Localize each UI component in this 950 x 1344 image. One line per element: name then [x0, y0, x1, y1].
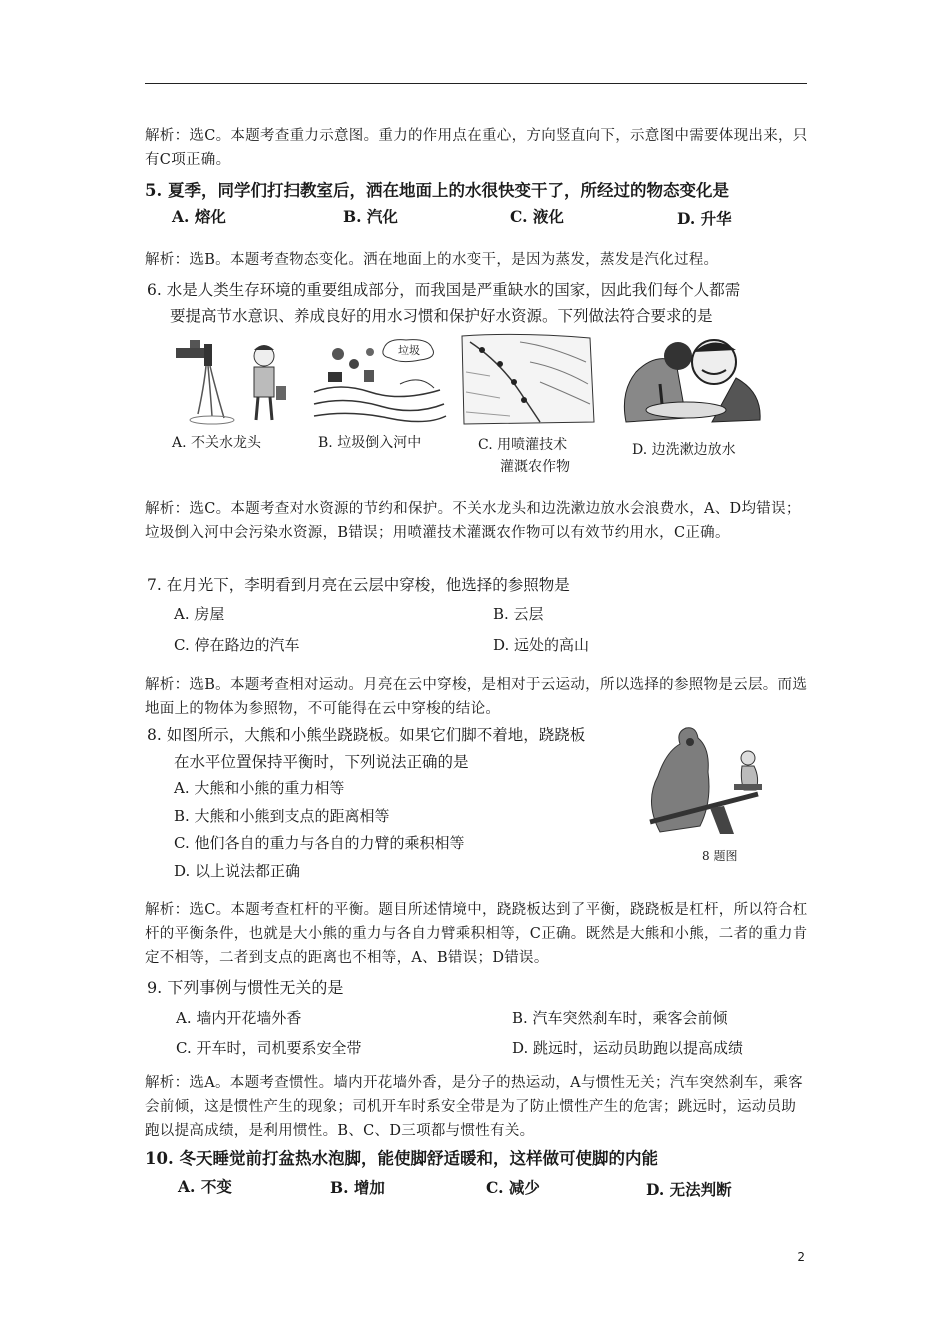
q10-stem: 10. 冬天睡觉前打盆热水泡脚，能使脚舒适暖和，这样做可使脚的内能: [145, 1149, 658, 1168]
q6-caption-c-line1: C. 用喷灌技术: [478, 437, 568, 453]
q6-caption-c-line2: 灌溉农作物: [500, 459, 570, 475]
q6-analysis: 解析：选C。本题考查对水资源的节约和保护。不关水龙头和边洗漱边放水会浪费水，A、D均错误；垃圾倒入河中会污染水资源，B错误；用喷灌技术灌溉农作物可以有效节约用水，C正确。: [145, 501, 801, 541]
q6-caption-d: D. 边洗漱边放水: [632, 442, 736, 458]
garbage-sign-text: 垃圾: [398, 344, 420, 357]
q6-caption-b: B. 垃圾倒入河中: [318, 435, 422, 451]
q5-option-b: B. 汽化: [343, 207, 398, 226]
q9-option-c: C. 开车时，司机要系安全带: [176, 1039, 362, 1057]
q4-analysis: 解析：选C。本题考查重力示意图。重力的作用点在重心，方向竖直向下，示意图中需要体现出来，只有C项正确。: [145, 128, 808, 168]
q6-stem-line1: 6. 水是人类生存环境的重要组成部分，而我国是严重缺水的国家，因此我们每个人都需: [147, 281, 741, 299]
q8-stem-line1: 8. 如图所示，大熊和小熊坐跷跷板。如果它们脚不着地，跷跷板: [147, 726, 586, 744]
q9-option-a: A. 墙内开花墙外香: [176, 1009, 302, 1027]
figure-garbage-into-river: [310, 334, 450, 426]
q9-option-b: B. 汽车突然刹车时，乘客会前倾: [512, 1009, 728, 1027]
q8-option-b: B. 大熊和小熊到支点的距离相等: [174, 807, 390, 825]
q7-option-d: D. 远处的高山: [493, 636, 590, 654]
q5-stem: 5. 夏季，同学们打扫教室后，洒在地面上的水很快变干了，所经过的物态变化是: [145, 181, 729, 200]
figure-sprinkler-irrigation: [460, 332, 596, 428]
q7-stem: 7. 在月光下，李明看到月亮在云层中穿梭，他选择的参照物是: [147, 576, 570, 594]
q10-option-b: B. 增加: [330, 1178, 385, 1197]
header-rule: [145, 83, 807, 84]
q10-option-d: D. 无法判断: [646, 1180, 732, 1199]
q8-option-a: A. 大熊和小熊的重力相等: [174, 779, 345, 797]
q5-option-a: A. 熔化: [172, 207, 226, 226]
q8-analysis: 解析：选C。本题考查杠杆的平衡。题目所述情境中，跷跷板达到了平衡，跷跷板是杠杆，所以符合杠杆的平衡条件，也就是大小熊的重力与各自力臂乘积相等，C正确。既然是大熊和小熊，二者的重力肯定不相等，二者到支点的距离也不相等，A、B错误；D错误。: [145, 902, 808, 966]
q6-caption-a: A. 不关水龙头: [172, 435, 262, 451]
figure-bears-seesaw: [640, 722, 770, 842]
q6-stem-line2: 要提高节水意识、养成良好的用水习惯和保护好水资源。下列做法符合要求的是: [170, 307, 713, 325]
q9-option-d: D. 跳远时，运动员助跑以提高成绩: [512, 1039, 744, 1057]
figure-washing-running-water: [616, 332, 766, 424]
q9-analysis: 解析：选A。本题考查惯性。墙内开花墙外香，是分子的热运动，A与惯性无关；汽车突然刹车，乘客会前倾，这是惯性产生的现象；司机开车时系安全带是为了防止惯性产生的危害；跳远时，运动员助跑以提高成绩，是利用惯性。B、C、D三项都与惯性有关。: [145, 1075, 803, 1139]
page-number: 2: [797, 1250, 805, 1264]
q7-option-c: C. 停在路边的汽车: [174, 636, 300, 654]
q7-analysis: 解析：选B。本题考查相对运动。月亮在云中穿梭，是相对于云运动，所以选择的参照物是云层。而选地面上的物体为参照物，不可能得在云中穿梭的结论。: [145, 677, 808, 717]
q8-figure-caption: 8 题图: [702, 849, 738, 863]
figure-faucet-running: [168, 336, 298, 426]
q10-option-c: C. 减少: [486, 1178, 540, 1197]
q5-option-d: D. 升华: [677, 209, 732, 228]
q9-stem: 9. 下列事例与惯性无关的是: [147, 978, 344, 997]
q7-option-a: A. 房屋: [174, 605, 225, 623]
q8-option-d: D. 以上说法都正确: [174, 862, 301, 880]
q8-option-c: C. 他们各自的重力与各自的力臂的乘积相等: [174, 834, 465, 852]
q8-stem-line2: 在水平位置保持平衡时，下列说法正确的是: [174, 753, 469, 771]
q7-option-b: B. 云层: [493, 605, 544, 623]
q10-option-a: A. 不变: [178, 1177, 232, 1196]
q5-analysis: 解析：选B。本题考查物态变化。洒在地面上的水变干，是因为蒸发，蒸发是汽化过程。: [145, 252, 719, 268]
q5-option-c: C. 液化: [510, 207, 564, 226]
